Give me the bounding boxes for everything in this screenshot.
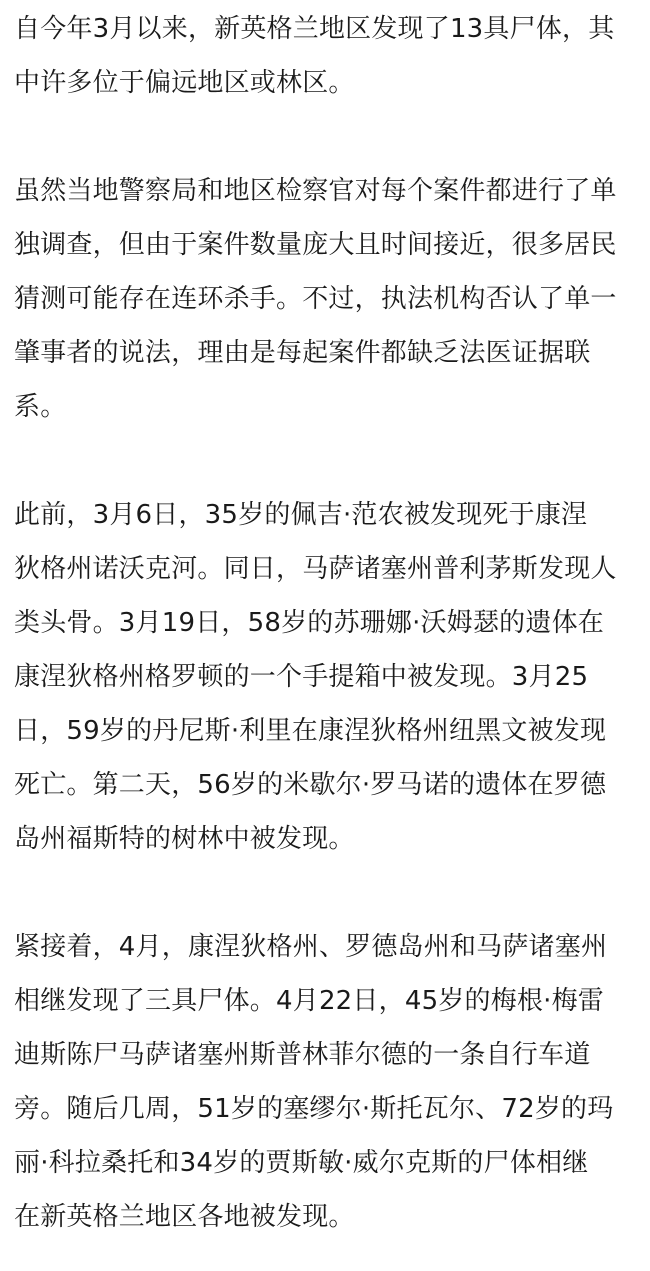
text-line: 中许多位于偏远地区或林区。	[14, 68, 355, 98]
text-line: 狄格州诺沃克河。同日，马萨诸塞州普利茅斯发现人	[14, 554, 617, 584]
text-line: 紧接着，4月，康涅狄格州、罗德岛州和马萨诸塞州	[14, 932, 608, 962]
text-line: 虽然当地警察局和地区检察官对每个案件都进行了单	[14, 176, 617, 206]
article-body	[14, 2, 644, 1244]
text-line: 自今年3月以来，新英格兰地区发现了13具尸体，其	[14, 14, 615, 44]
paragraph-2	[14, 164, 644, 434]
text-line: 肇事者的说法，理由是每起案件都缺乏法医证据联	[14, 338, 591, 368]
text-line: 猜测可能存在连环杀手。不过，执法机构否认了单一	[14, 284, 617, 314]
text-line: 类头骨。3月19日，58岁的苏珊娜·沃姆瑟的遗体在	[14, 608, 604, 638]
text-line: 独调查，但由于案件数量庞大且时间接近，很多居民	[14, 230, 617, 260]
paragraph-3	[14, 488, 644, 866]
text-line: 岛州福斯特的树林中被发现。	[14, 824, 355, 854]
text-line: 康涅狄格州格罗顿的一个手提箱中被发现。3月25	[14, 662, 589, 692]
paragraph-4	[14, 920, 644, 1244]
text-line: 相继发现了三具尸体。4月22日，45岁的梅根·梅雷	[14, 986, 604, 1016]
text-line: 系。	[14, 392, 67, 422]
text-line: 此前，3月6日，35岁的佩吉·范农被发现死于康涅	[14, 500, 588, 530]
text-line: 迪斯陈尸马萨诸塞州斯普林菲尔德的一条自行车道	[14, 1040, 591, 1070]
text-line: 日，59岁的丹尼斯·利里在康涅狄格州纽黑文被发现	[14, 716, 607, 746]
text-line: 旁。随后几周，51岁的塞缪尔·斯托瓦尔、72岁的玛	[14, 1094, 614, 1124]
text-line: 丽·科拉桑托和34岁的贾斯敏·威尔克斯的尸体相继	[14, 1148, 589, 1178]
text-line: 在新英格兰地区各地被发现。	[14, 1202, 355, 1232]
text-line: 死亡。第二天，56岁的米歇尔·罗马诺的遗体在罗德	[14, 770, 607, 800]
paragraph-1	[14, 2, 644, 110]
